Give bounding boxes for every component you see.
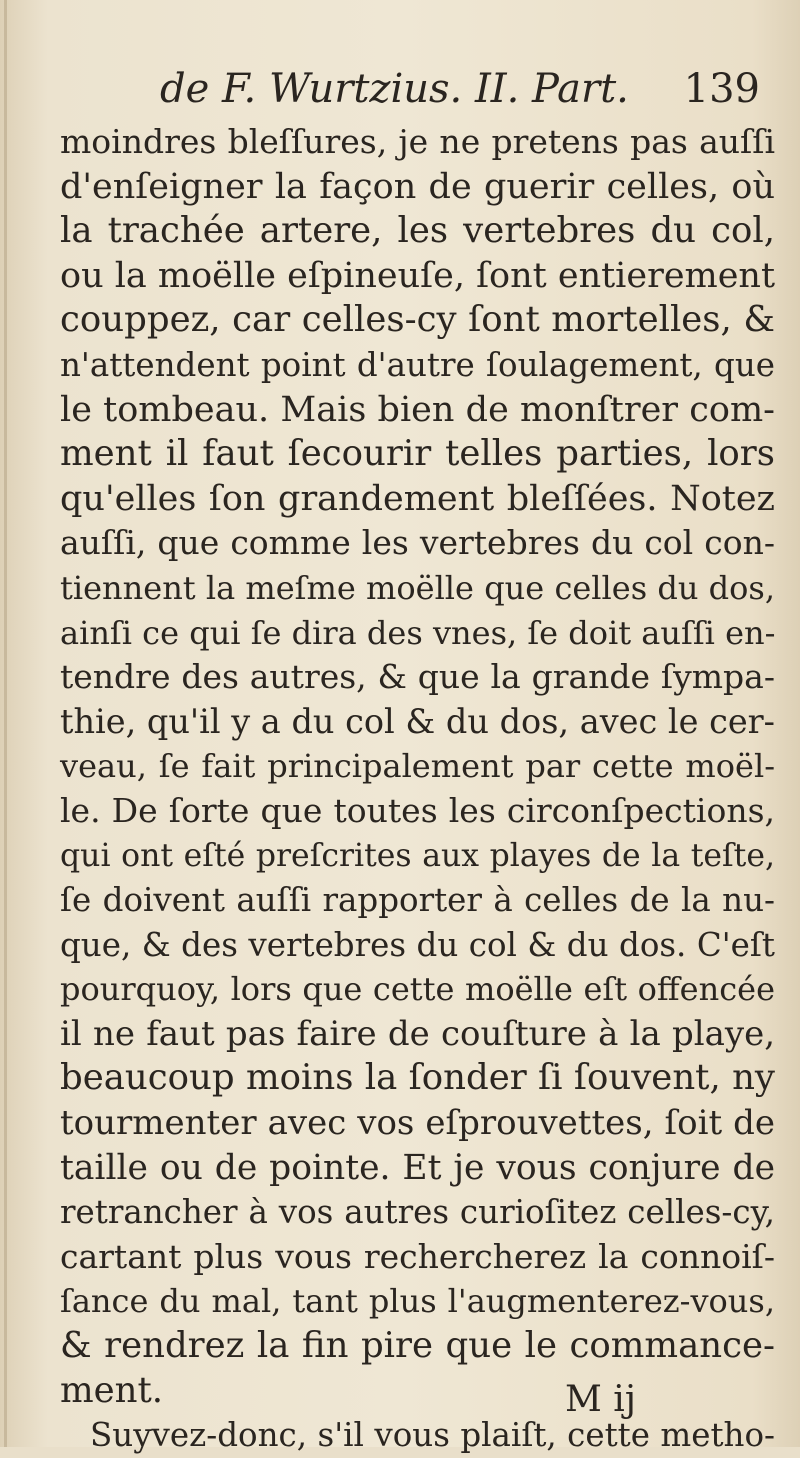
- text-line: la trachée artere, les vertebres du col,: [60, 210, 775, 252]
- text-line: retrancher à vos autres curioſitez celles-cy,: [60, 1193, 775, 1232]
- paragraph-end-line: ment.: [60, 1369, 164, 1411]
- text-line: ſance du mal, tant plus l'augmenterez-vous,: [60, 1282, 775, 1321]
- text-line: taille ou de pointe. Et je vous conjure de: [60, 1147, 775, 1188]
- text-line: auſſi, que comme les vertebres du col con-: [60, 523, 775, 563]
- paragraph-start-line: Suyvez-donc, s'il vous plaiſt, cette metho-: [90, 1416, 775, 1455]
- text-line: d'enſeigner la façon de guerir celles, où: [60, 166, 775, 207]
- text-line: moindres bleſſures, je ne pretens pas auſſi: [60, 122, 775, 161]
- page-number: 139: [683, 66, 760, 112]
- text-line: il ne faut pas faire de couſture à la playe,: [60, 1013, 775, 1054]
- text-line: beaucoup moins la ſonder ſi ſouvent, ny: [60, 1057, 775, 1099]
- page-header: [160, 64, 760, 114]
- text-line: n'attendent point d'autre ſoulagement, que: [60, 345, 775, 384]
- text-line: ment il faut ſecourir telles parties, lors: [60, 433, 775, 475]
- text-line: le. De ſorte que toutes les circonſpections,: [60, 790, 775, 830]
- text-line: que, & des vertebres du col & du dos. C'eſt: [60, 925, 775, 964]
- text-line: ainſi ce qui ſe dira des vnes, ſe doit auſſi en-: [60, 613, 776, 652]
- text-line: couppez, car celles-cy ſont mortelles, &: [60, 299, 775, 341]
- text-line: tourmenter avec vos eſprouvettes, ſoit de: [60, 1103, 775, 1144]
- text-line: le tombeau. Mais bien de monſtrer com-: [60, 389, 775, 430]
- page-gutter: [4, 0, 7, 1447]
- text-line: thie, qu'il y a du col & du dos, avec le cer-: [60, 701, 775, 741]
- text-line: qui ont eſté preſcrites aux playes de la teſte,: [60, 837, 775, 874]
- running-title: de F. Wurtzius. II. Part.: [160, 66, 629, 112]
- text-line: veau, ſe fait principalement par cette moël-: [60, 747, 775, 786]
- text-line: cartant plus vous rechercherez la connoiſ-: [60, 1236, 775, 1276]
- text-line: tendre des autres, & que la grande ſympa-: [60, 657, 775, 697]
- signature-mark: M ij: [565, 1379, 636, 1420]
- text-line: pourquoy, lors que cette moëlle eſt offencée: [60, 970, 775, 1009]
- text-line: ou la moëlle eſpineuſe, ſont entierement: [60, 255, 776, 296]
- text-line: ſe doivent auſſi rapporter à celles de la nu-: [60, 881, 775, 920]
- text-line: & rendrez la fin pire que le commance-: [60, 1325, 775, 1367]
- body-text: [60, 120, 775, 1458]
- text-line: qu'elles ſon grandement bleſſées. Notez: [60, 478, 775, 519]
- text-line: tiennent la meſme moëlle que celles du dos,: [60, 568, 775, 607]
